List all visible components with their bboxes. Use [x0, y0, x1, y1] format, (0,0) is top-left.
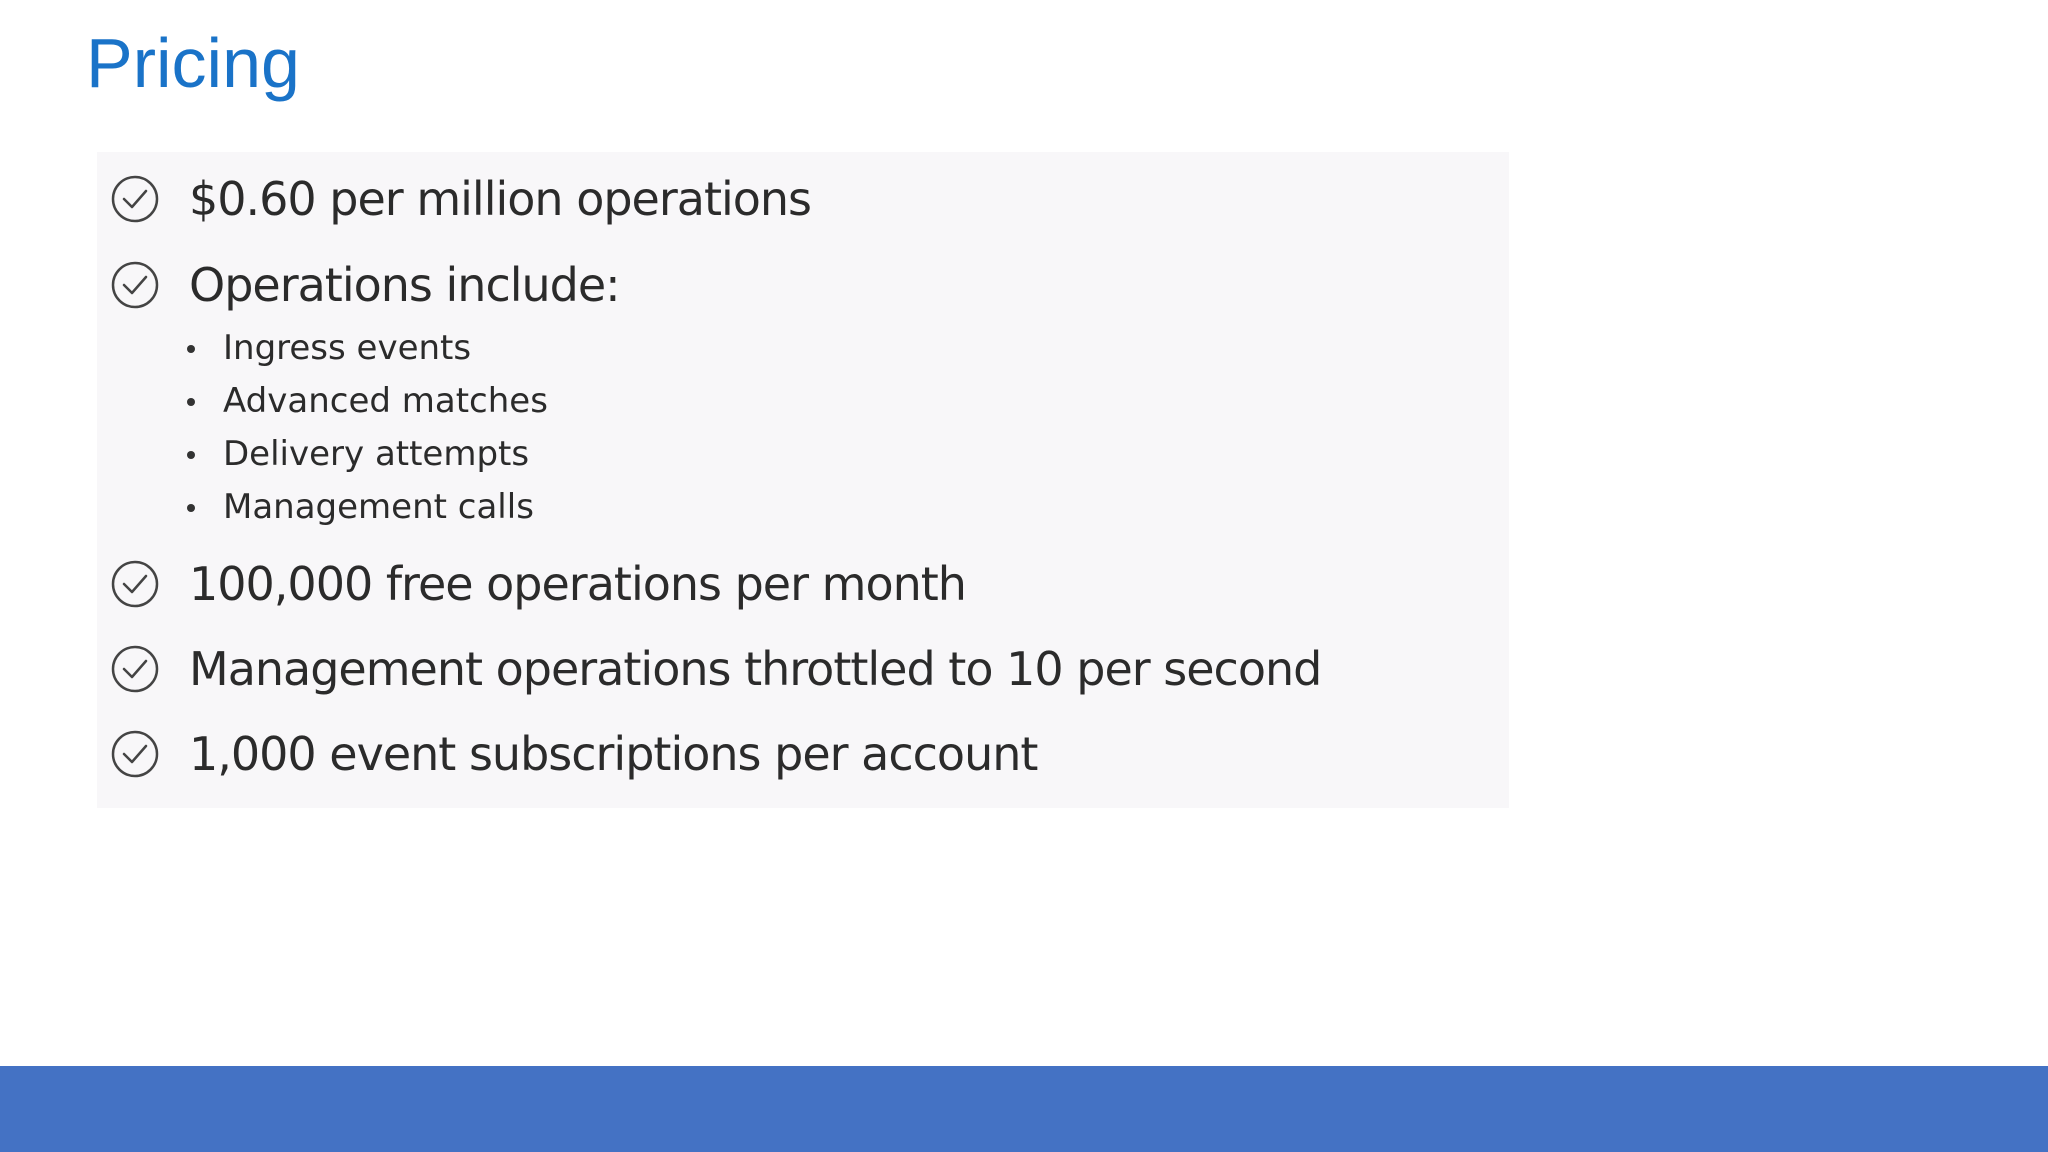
list-item-delivery-attempts — [185, 428, 548, 481]
check-circle-icon — [109, 259, 161, 311]
slide-title: Pricing — [86, 24, 300, 102]
operations-include-list — [185, 322, 548, 534]
check-circle-icon — [109, 728, 161, 780]
list-item-label: Advanced matches — [223, 381, 548, 421]
pricing-content-panel — [97, 152, 1509, 808]
check-circle-icon — [109, 643, 161, 695]
list-item-advanced-matches — [185, 375, 548, 428]
pricing-item-operations — [109, 258, 620, 312]
pricing-item-throttling — [109, 642, 1321, 696]
check-circle-icon — [109, 558, 161, 610]
pricing-item-price — [109, 172, 811, 226]
pricing-item-label: 100,000 free operations per month — [189, 557, 966, 611]
list-item-label: Ingress events — [223, 328, 472, 368]
list-item-management-calls — [185, 481, 548, 534]
list-item-label: Management calls — [223, 487, 534, 527]
footer-bar — [0, 1066, 2048, 1152]
bullet-icon — [187, 398, 195, 406]
bullet-icon — [187, 345, 195, 353]
list-item-ingress-events — [185, 322, 548, 375]
pricing-item-label: 1,000 event subscriptions per account — [189, 727, 1038, 781]
bullet-icon — [187, 504, 195, 512]
pricing-item-label: Management operations throttled to 10 per second — [189, 642, 1322, 696]
bullet-icon — [187, 451, 195, 459]
pricing-item-label: Operations include: — [189, 258, 620, 312]
pricing-item-free-operations — [109, 557, 966, 611]
pricing-item-subscriptions — [109, 727, 1037, 781]
list-item-label: Delivery attempts — [223, 434, 530, 474]
check-circle-icon — [109, 173, 161, 225]
pricing-item-label: $0.60 per million operations — [189, 172, 812, 226]
